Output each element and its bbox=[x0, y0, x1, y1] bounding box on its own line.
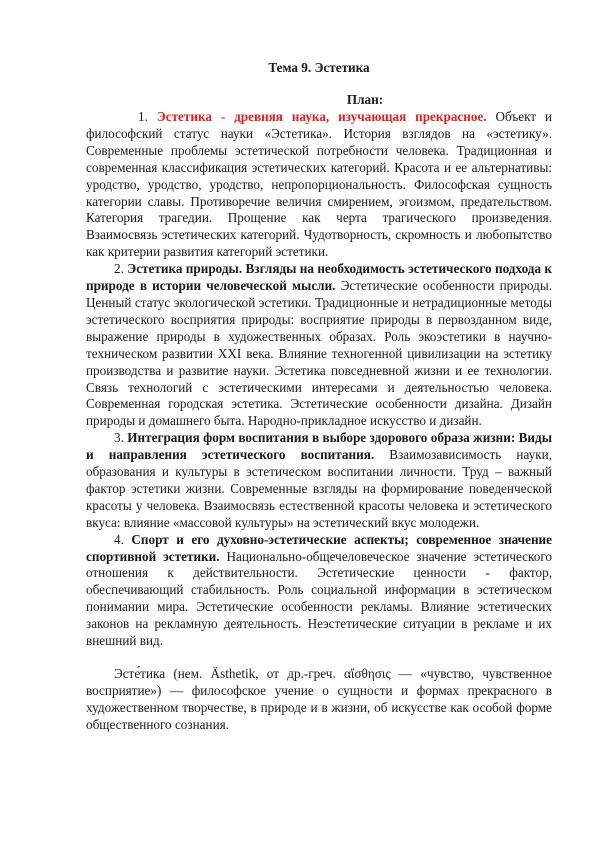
plan-item-number: 3. bbox=[114, 430, 124, 446]
plan-item-heading: Спорт и его духовно-эстетические аспекты; современное значение спортивной эстетики. bbox=[86, 531, 553, 564]
plan-item-number: 4. bbox=[114, 531, 124, 547]
plan-item-3 bbox=[86, 430, 552, 531]
plan-item-text: Объект и философский статус науки «Эстетика». История взглядов на «эстетику». Современные проблемы эстетической потребности человека. Традиционная и современная классификация эстетических категорий. Красота и ее альтернативы: уродство, уродство, уродство, непропорциональность. Философская сущность категории славы. Противоречие величия смирением, эгоизмом, предательством. Категория трагедии. Прощение как черта трагического произведения. Взаимосвязь эстетических категорий. Чудотворность, скромность и любопытство как критерии развития категорий эстетики. bbox=[86, 109, 552, 260]
plan-item-number: 1. bbox=[138, 109, 148, 124]
plan-item-heading: Эстетика природы. Взгляды на необходимость эстетического подхода к природе в истории человеческой мысли. bbox=[86, 261, 553, 294]
plan-item-number: 2. bbox=[114, 261, 124, 277]
plan-item-heading: Интеграция форм воспитания в выборе здорового образа жизни: Виды и направления эстетического воспитания. bbox=[86, 430, 552, 463]
plan-item-text: Эстетические особенности природы. Ценный статус экологической эстетики. Традиционные и нетрадиционные методы эстетического восприятия природы: восприятие природы в первозданном виде, выражение природы в художественных образах. Роль экоэстетики в научно-техническом развитии XXI века. Влияние техногенной цивилизации на эстетику производства и развитие науки. Эстетика повседневной жизни и ее технологии. Связь технологий с эстетическими интересами и деятельностью человека. Современная городская эстетика. Эстетические особенности дизайна. Дизайн природы и домашнего быта. Народно-прикладное искусство и дизайн. bbox=[86, 278, 552, 429]
plan-item-heading: Эстетика - древняя наука, изучающая прекрасное. bbox=[156, 109, 487, 124]
plan-item-2 bbox=[86, 261, 552, 430]
page-title: Тема 9. Эстетика bbox=[268, 60, 370, 75]
plan-item-text: Национально-общечеловеческое значение эстетического отношения к действительности. Эстетические ценности - фактор, обеспечивающий стабильность. Роль социальной информации в эстетическом понимании мира. Эстетические особенности рекламы. Влияние эстетических законов на рекламную деятельность. Неэстетические ситуации в рекламе и их внешний вид. bbox=[86, 548, 552, 649]
plan-item-4 bbox=[86, 532, 552, 650]
plan-heading: План: bbox=[346, 92, 384, 107]
plan-item-1 bbox=[86, 109, 552, 261]
definition-paragraph: Эсте́тика (нем. Ästhetik, от др.-греч. αἴσθησις — «чувство, чувственное восприятие») — философское учение о сущности и формах прекрасного в художественном творчестве, в природе и в жизни, об искусстве как особой форме общественного сознания. bbox=[86, 666, 552, 732]
plan-item-text: Взаимозависимость науки, образования и культуры в эстетическом воспитании личности. Труд – важный фактор эстетики жизни. Современные взгляды на формирование поведенческой красоты у человека. Взаимосвязь естественной красоты человека и эстетического вкуса: влияние «массовой культуры» на эстетический вкус молодежи. bbox=[86, 447, 553, 530]
